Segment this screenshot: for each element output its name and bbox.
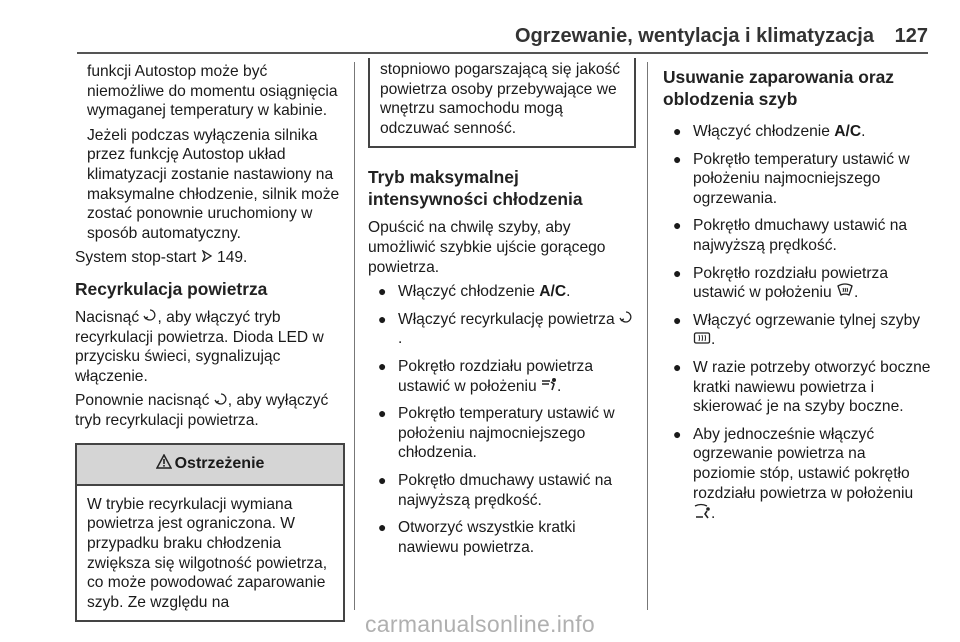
list-item: ● Włączyć recyrkulację powietrza .	[368, 310, 636, 349]
arrow-ref-icon	[201, 248, 213, 268]
rear-window-heater-icon	[693, 331, 711, 351]
section-heading-max-cooling: Tryb maksymalnej intensywności chłodzenia	[368, 167, 583, 210]
warning-continuation: stopniowo pogarszającą się jakość powietrza osoby przebywające we wnętrzu samochodu mogą odczuwać senność.	[380, 61, 621, 137]
section-heading-defrost: Usuwanie zaparowania oraz oblodzenia szyb	[663, 67, 894, 109]
defrost-steps	[663, 122, 931, 525]
windshield-floor-icon	[693, 503, 711, 525]
column-right	[663, 62, 931, 533]
recirculation-icon	[143, 308, 157, 328]
cross-reference[interactable]	[75, 248, 345, 268]
page-title: Ogrzewanie, wentylacja i klimatyzacja	[514, 25, 874, 47]
max-cooling-intro: Opuścić na chwilę szyby, aby umożliwić szybkie ujście gorącego powietrza.	[368, 219, 606, 276]
recirculation-paragraph: Ponownie nacisnąć , aby wyłączyć tryb recyrkulacji powietrza.	[75, 392, 329, 430]
list-item: ● Pokrętło temperatury ustawić w położeniu najmocniejszego chłodzenia.	[378, 405, 615, 462]
list-item: ● Pokrętło temperatury ustawić w położeniu najmocniejszego ogrzewania.	[673, 150, 910, 207]
warning-continuation-box	[368, 58, 636, 148]
list-item: ● Pokrętło rozdziału powietrza ustawić w położeniu .	[673, 264, 889, 302]
list-item: ● Włączyć chłodzenie A/C.	[378, 283, 571, 301]
cross-reference-page: 149.	[217, 249, 248, 267]
list-item: ● Pokrętło dmuchawy ustawić na najwyższą prędkość.	[673, 217, 908, 254]
warning-box	[75, 443, 345, 622]
cross-reference-text: System stop-start	[75, 249, 197, 267]
column-left	[75, 62, 345, 622]
list-item: ● Włączyć ogrzewanie tylnej szyby .	[673, 311, 921, 349]
air-face-vent-icon	[541, 377, 557, 397]
recirculation-icon	[214, 392, 228, 412]
watermark: carmanualsonline.info	[364, 611, 596, 637]
warning-header	[77, 445, 343, 486]
list-item: ● Włączyć chłodzenie A/C.	[673, 123, 866, 140]
page-number: 127	[894, 25, 928, 47]
recirculation-icon	[619, 310, 633, 330]
list-item: ● Pokrętło dmuchawy ustawić na najwyższą prędkość.	[378, 472, 613, 509]
list-item: ● Pokrętło rozdziału powietrza ustawić w położeniu .	[378, 358, 594, 395]
autostop-paragraph: funkcji Autostop może być niemożliwe do momentu osiągnięcia wymaganej temperatury w kabinie.	[87, 63, 338, 120]
section-heading-recirculation: Recyrkulacja powietrza	[75, 279, 268, 300]
header-rule	[77, 52, 928, 54]
warning-title: Ostrzeżenie	[174, 455, 265, 473]
warning-body: W trybie recyrkulacji wymiana powietrza jest ograniczona. W przypadku braku chłodzenia zwiększa się wilgotność powietrza, co może powodować zaparowanie szyb. Ze względu na	[87, 495, 328, 611]
list-item: ● Otworzyć wszystkie kratki nawiewu powietrza.	[378, 519, 576, 556]
list-item: ● W razie potrzeby otworzyć boczne kratki nawiewu powietrza i skierować je na szyby boczne.	[673, 359, 931, 416]
list-item: ● Aby jednocześnie włączyć ogrzewanie powietrza na poziomie stóp, ustawić pokrętło rozdziału powietrza w położeniu .	[663, 425, 931, 525]
windshield-defrost-icon	[836, 283, 854, 303]
warning-triangle-icon	[156, 454, 172, 475]
column-middle	[368, 62, 636, 565]
max-cooling-steps	[368, 282, 636, 557]
column-divider	[354, 62, 355, 610]
autostop-paragraph: Jeżeli podczas wyłączenia silnika przez funkcję Autostop układ klimatyzacji zostanie nastawiony na maksymalne chłodzenie, silnik może zostać ponownie uruchomiony w sposób automatyczny.	[87, 126, 340, 242]
recirculation-paragraph: Nacisnąć , aby włączyć tryb recyrkulacji powietrza. Dioda LED w przycisku świeci, sygnalizując włączenie.	[75, 309, 324, 385]
page-header	[0, 0, 960, 58]
column-divider	[647, 62, 648, 610]
